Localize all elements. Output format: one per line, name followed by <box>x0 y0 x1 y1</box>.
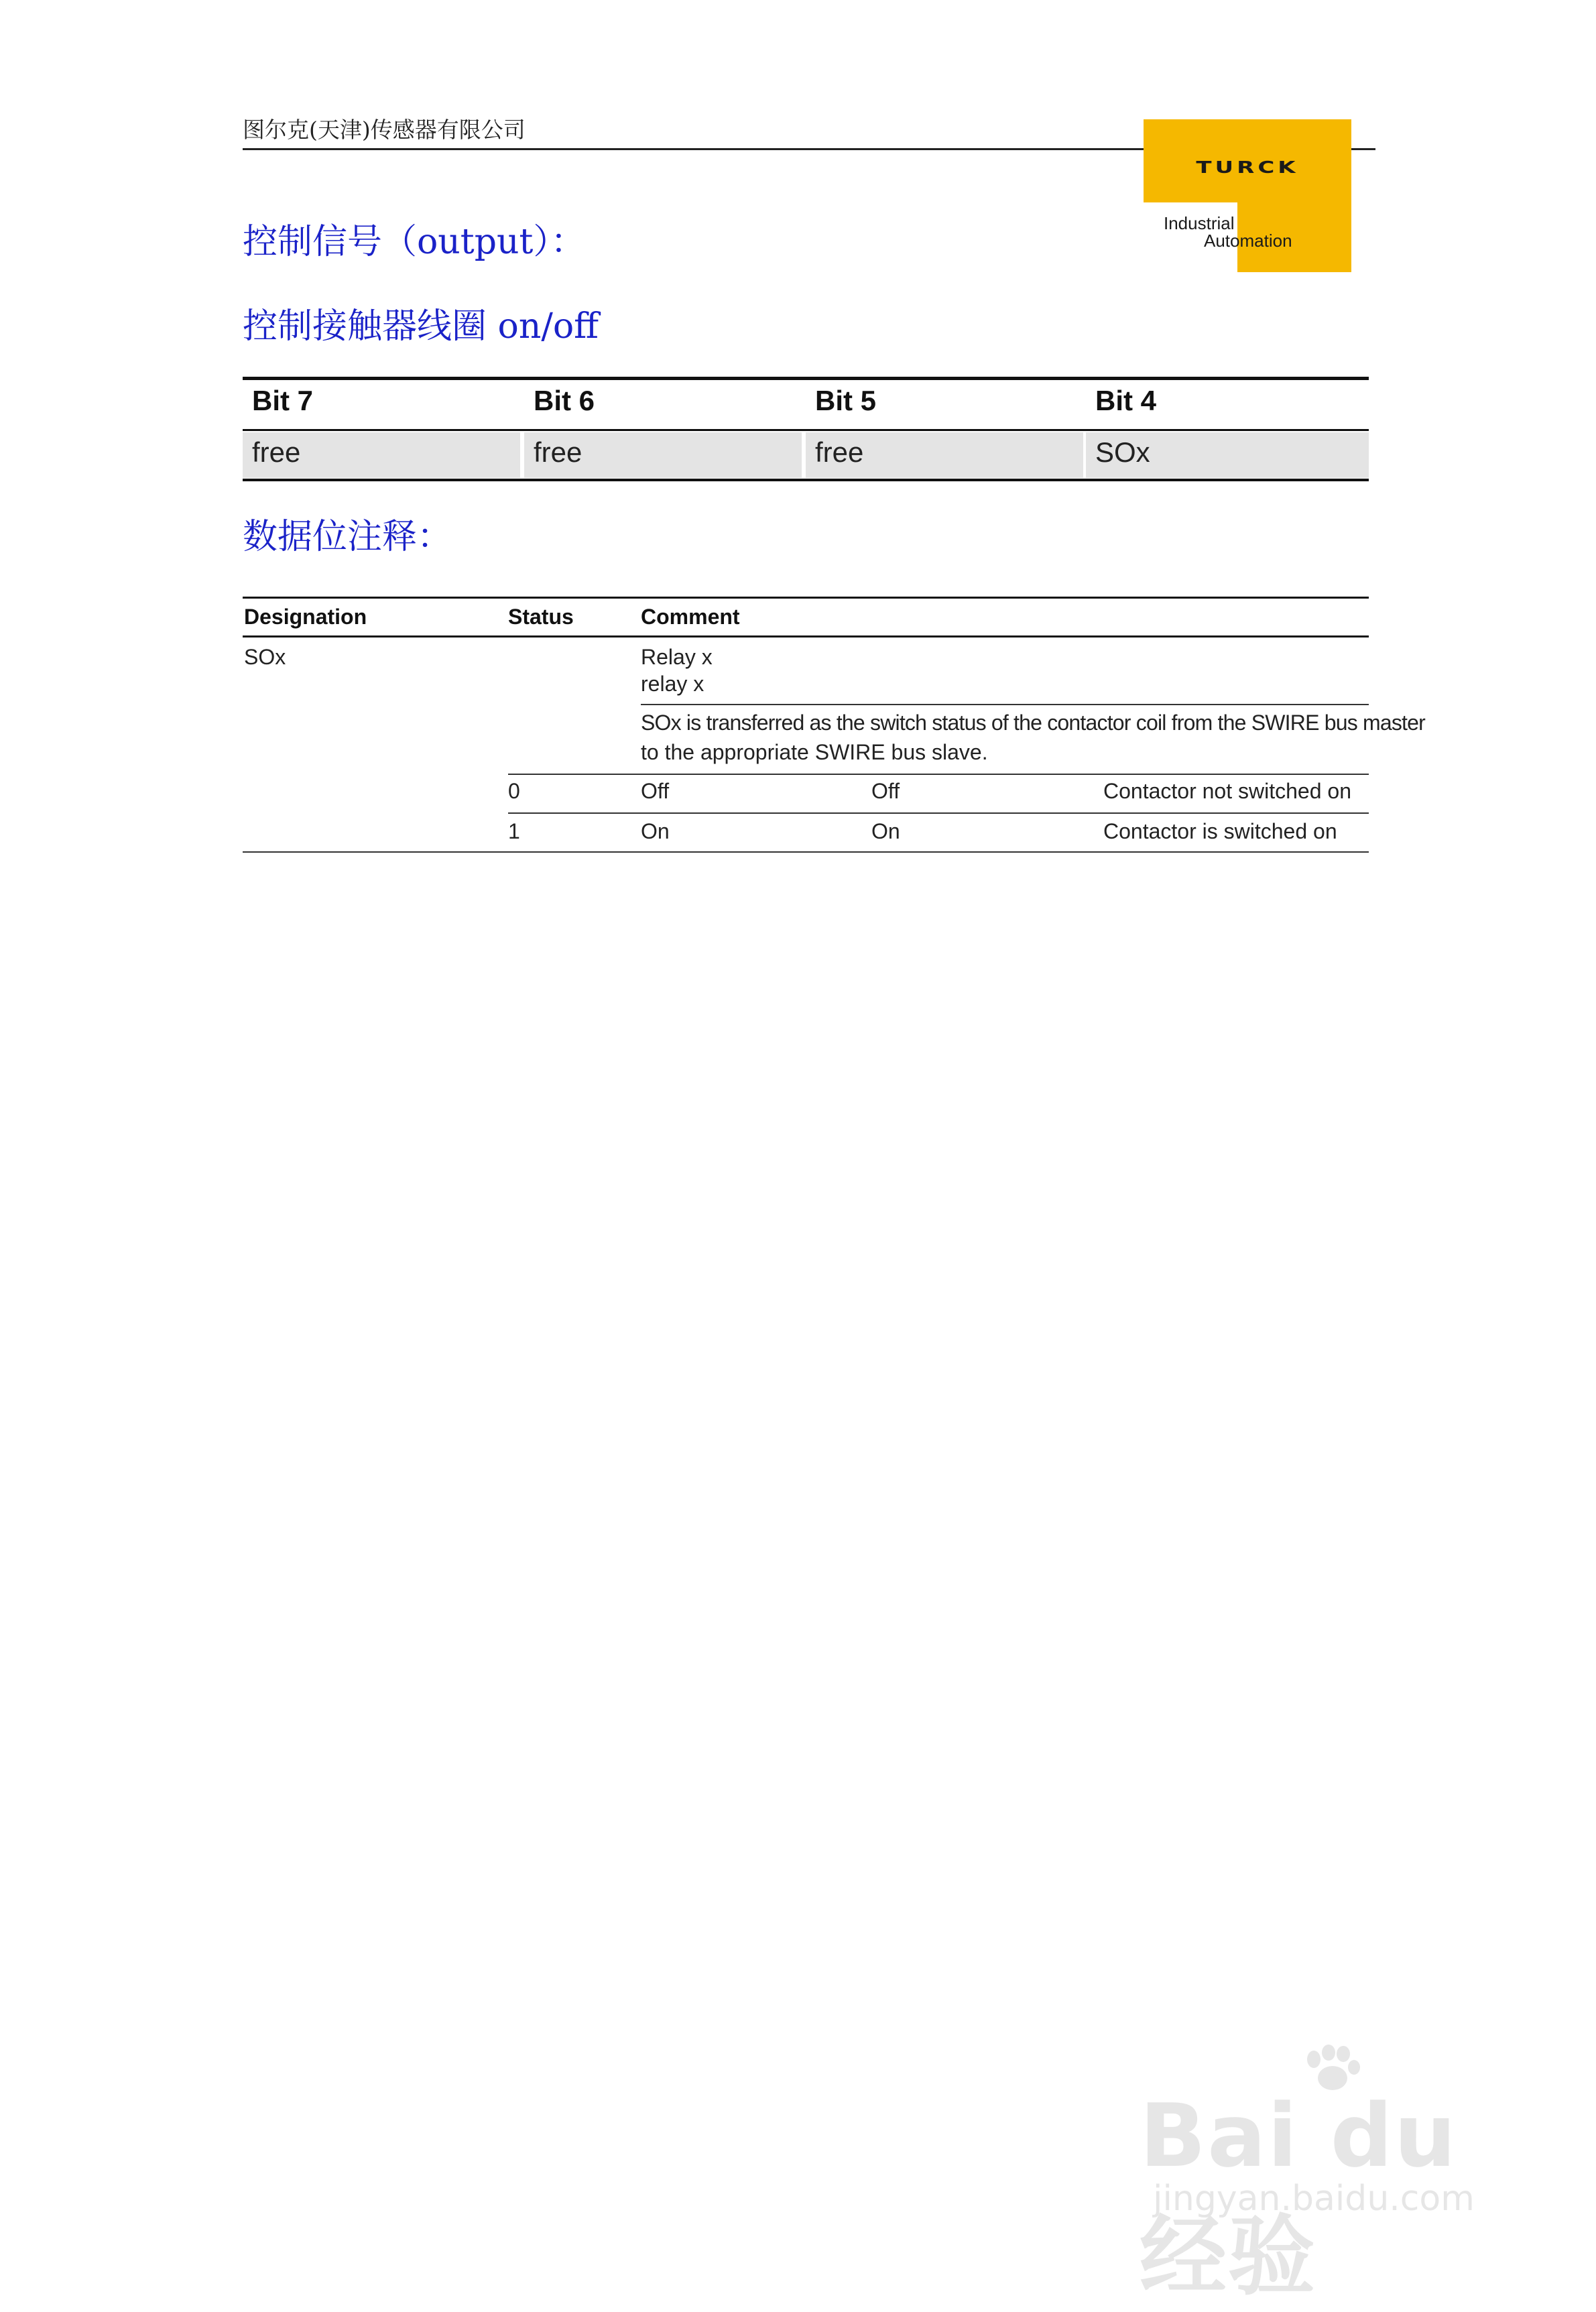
table-rule <box>243 377 1369 380</box>
meaning-value: Contactor is switched on <box>1103 819 1337 843</box>
bit-header: Bit 5 <box>815 385 877 416</box>
table-rule <box>243 597 1369 599</box>
heading-control-signal: 控制信号（output）： <box>243 222 586 262</box>
bit-cell <box>1086 432 1369 478</box>
status-value: 1 <box>508 819 520 843</box>
table-rule <box>508 812 1369 814</box>
bit-value: free <box>534 436 582 468</box>
bit-header: Bit 4 <box>1095 385 1157 416</box>
bit-header: Bit 7 <box>252 385 314 416</box>
comment-line: relay x <box>641 672 704 696</box>
column-header-designation: Designation <box>244 605 367 629</box>
table-rule <box>243 479 1369 481</box>
bit-cell <box>806 432 1083 478</box>
table-rule <box>243 851 1369 853</box>
logo-tagline-line2: Automation <box>1204 231 1292 251</box>
heading-bit-notes: 数据位注释： <box>243 517 452 557</box>
state-value: Off <box>641 779 670 803</box>
baidu-watermark <box>1140 2045 1515 2307</box>
state-value: On <box>871 819 900 843</box>
description-line: to the appropriate SWIRE bus slave. <box>641 740 988 764</box>
turck-logo <box>1144 119 1351 272</box>
bit-header: Bit 6 <box>534 385 595 416</box>
state-value: On <box>641 819 670 843</box>
table-rule <box>508 774 1369 775</box>
column-header-status: Status <box>508 605 574 629</box>
company-name: 图尔克(天津)传感器有限公司 <box>243 117 526 143</box>
logo-tagline-line1: Industrial <box>1164 213 1235 233</box>
watermark-url: jingyan.baidu.com <box>1153 2179 1475 2219</box>
heading-control-coil: 控制接触器线圈 on/off <box>243 306 599 347</box>
description-line: SOx is transferred as the switch status of the contactor coil from the SWIRE bus master <box>641 711 1425 735</box>
designation-table <box>243 597 1425 851</box>
state-value: Off <box>871 779 900 803</box>
bit-cell <box>524 432 802 478</box>
bit-cell <box>243 432 520 478</box>
column-header-comment: Comment <box>641 605 740 629</box>
logo-wordmark: TURCK <box>1196 158 1299 178</box>
bit-value: free <box>815 436 864 468</box>
table-rule <box>243 635 1369 637</box>
table-rule <box>243 429 1369 431</box>
watermark-brand: Bai du 经验 <box>1140 2085 1458 2307</box>
designation-value: SOx <box>244 645 286 669</box>
bit-value: SOx <box>1095 436 1150 468</box>
comment-line: Relay x <box>641 645 713 669</box>
meaning-value: Contactor not switched on <box>1103 779 1351 803</box>
bit-value: free <box>252 436 301 468</box>
table-rule <box>641 704 1369 705</box>
status-value: 0 <box>508 779 520 803</box>
